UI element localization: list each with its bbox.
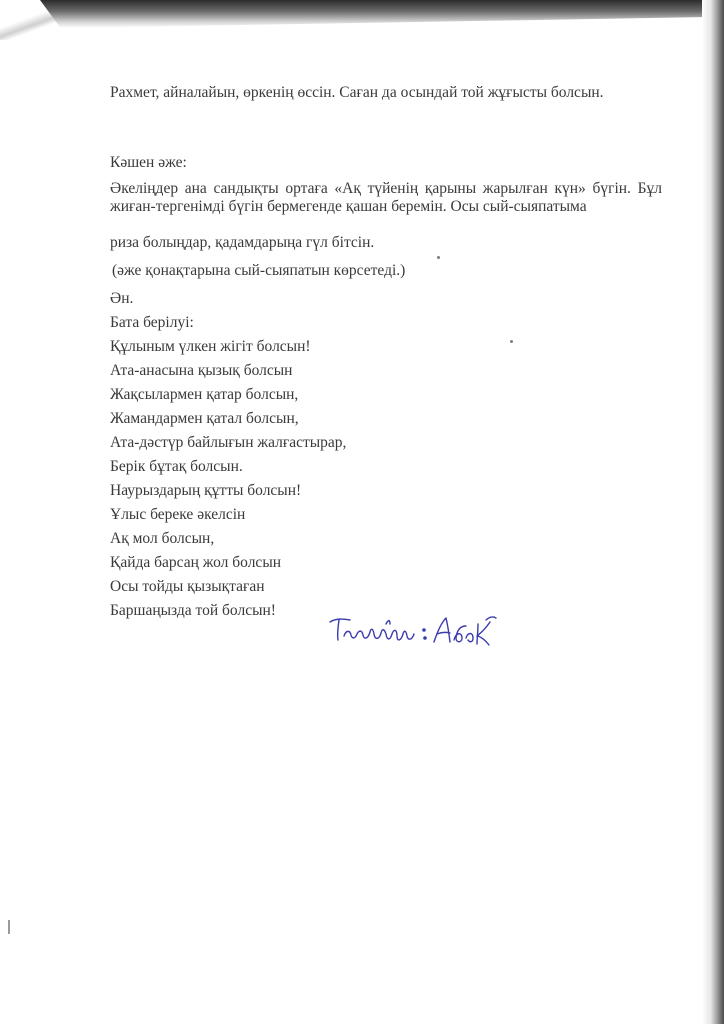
stray-scan-mark xyxy=(8,920,10,934)
paragraph-thanks: Рахмет, айналайын, өркенің өссін. Саған да осындай той жұғысты болсын. xyxy=(110,84,604,101)
stray-ink-mark xyxy=(437,256,440,259)
verse-line: Қайда барсаң жол болсын xyxy=(110,554,282,571)
verse-line: Ән. xyxy=(110,290,134,307)
speaker-label: Кәшен әже: xyxy=(110,154,187,171)
verse-line: Жамандармен қатал болсын, xyxy=(110,410,299,427)
verse-line: Ақ мол болсын, xyxy=(110,530,215,547)
verse-line: Осы тойды қызықтаған xyxy=(110,578,265,595)
paragraph-chest: Әкеліңдер ана сандықты ортаға «Ақ түйенің қарыны жарылған күн» бүгін. Бұл жиған-тергенімді бүгін бермегенде қашан беремін. Осы сый-сыяпатыма xyxy=(110,180,662,215)
verse-line: Бата берілуі: xyxy=(110,314,194,331)
verse-line: Наурыздарың құтты болсын! xyxy=(110,482,302,499)
verse-line: Берік бұтақ болсын. xyxy=(110,458,243,475)
verse-line: Жақсылармен қатар болсын, xyxy=(110,386,299,403)
paragraph-chest-continuation: риза болыңдар, қадамдарыңа гүл бітсін. xyxy=(110,234,375,251)
scan-right-shadow xyxy=(702,0,724,1024)
verse-line: Баршаңызда той болсын! xyxy=(110,602,276,619)
stage-direction: (әже қонақтарына сый-сыяпатын көрсетеді.) xyxy=(112,262,406,279)
handwritten-signature xyxy=(326,610,502,650)
scan-top-shadow xyxy=(40,0,724,28)
verse-line: Құлыным үлкен жігіт болсын! xyxy=(110,338,311,355)
verse-line: Ата-анасына қызық болсын xyxy=(110,362,293,379)
verse-line: Ұлыс береке әкелсін xyxy=(110,506,246,523)
verse-line: Ата-дәстүр байлығын жалғастырар, xyxy=(110,434,347,451)
blessing-verse xyxy=(110,287,346,623)
stray-ink-mark xyxy=(510,340,513,343)
